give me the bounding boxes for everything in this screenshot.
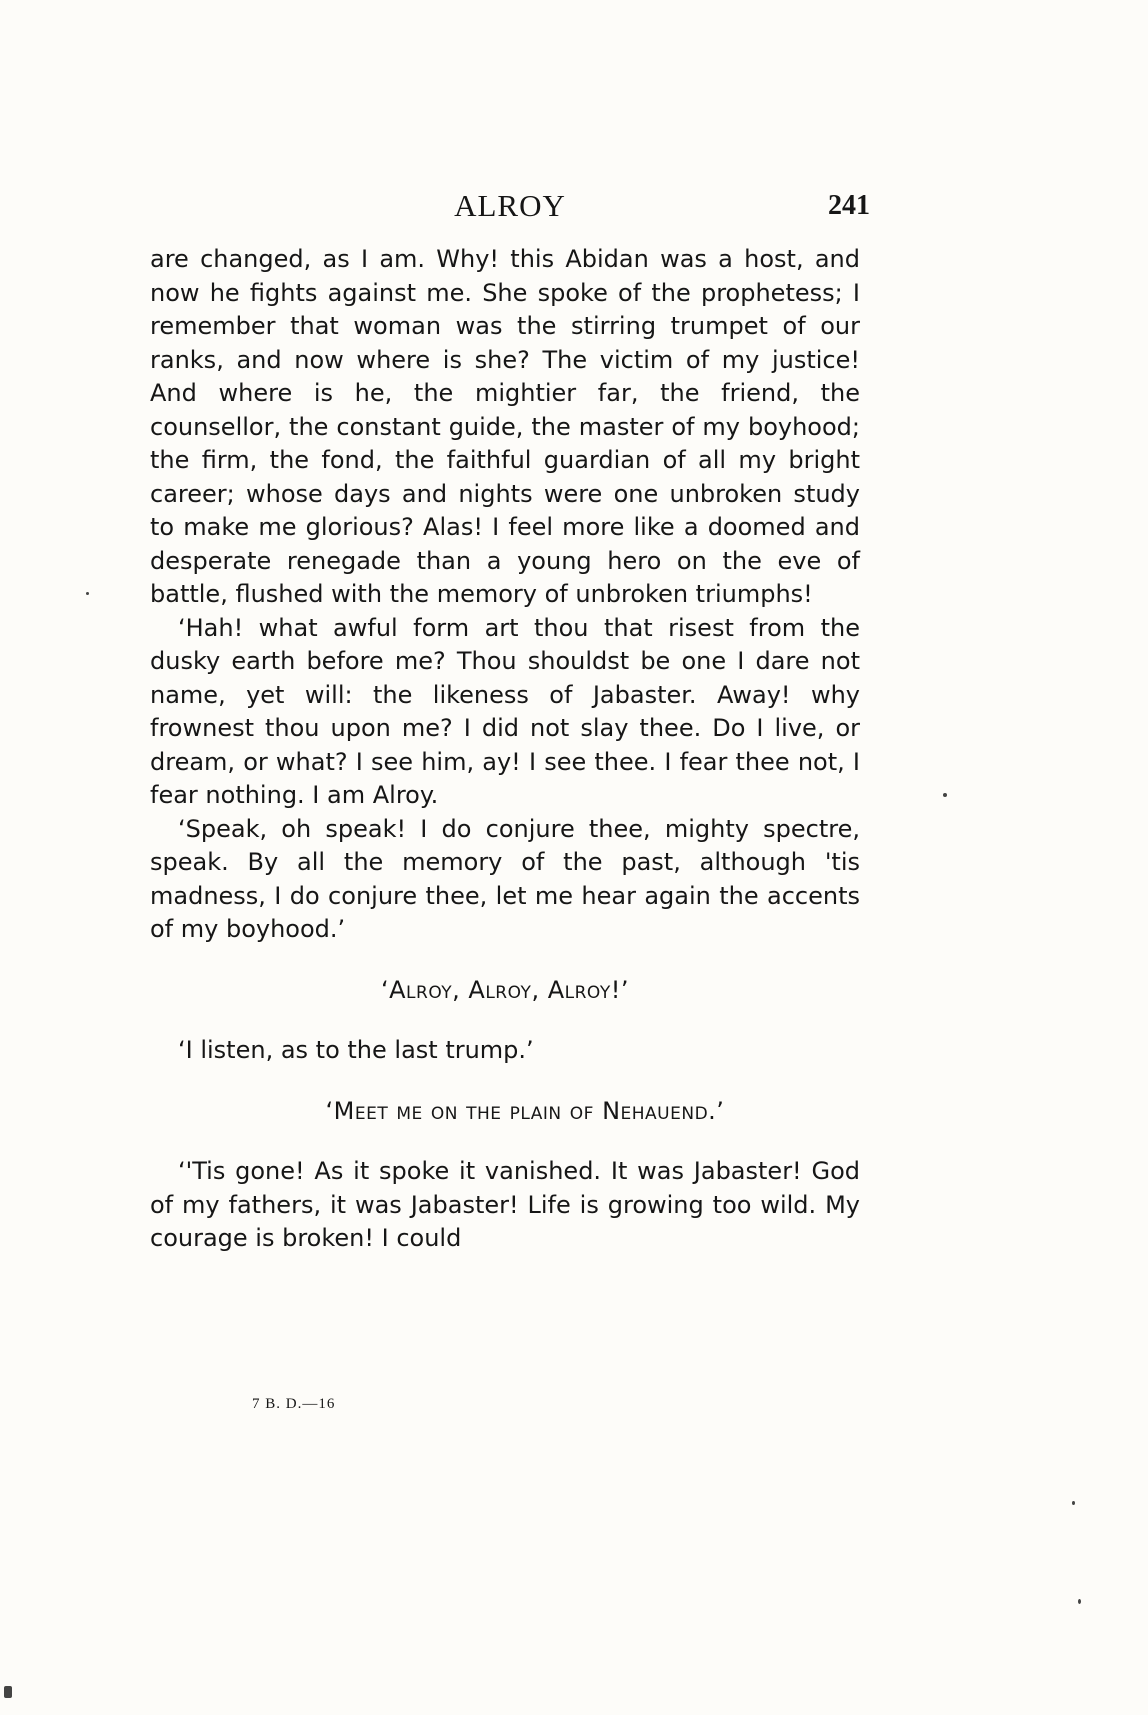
- running-head: [150, 188, 870, 228]
- paper-speck: [86, 592, 89, 595]
- spectre-voice-line: ‘Alroy, Alroy, Alroy!’: [380, 975, 629, 1004]
- body-text: [150, 243, 860, 1256]
- signature-mark: 7 B. D.—16: [252, 1396, 336, 1412]
- page-number: 241: [828, 190, 870, 221]
- paper-speck: [4, 1686, 12, 1698]
- paragraph-conjure: ‘Speak, oh speak! I do conjure thee, mighty spectre, speak. By all the memory of the past, although 'tis madness, I do conjure thee, let me hear again the accents of my boyhood.’: [150, 814, 860, 943]
- paper-speck: [1072, 1501, 1075, 1505]
- paper-speck: [943, 793, 947, 797]
- paragraph-listen: ‘I listen, as to the last trump.’: [178, 1036, 534, 1064]
- paper-speck: [1078, 1599, 1081, 1604]
- paragraph-apparition: ‘Hah! what awful form art thou that risest from the dusky earth before me? Thou shouldst be one I dare not name, yet will: the likeness of Jabaster. Away! why frownest thou upon me? I did not slay thee. Do I live, or dream, or what? I see him, ay! I see thee. I fear thee not, I fear nothing. I am Alroy.: [150, 613, 860, 809]
- running-title: ALROY: [454, 188, 566, 223]
- spectre-command-line: ‘Meet me on the plain of Nehauend.’: [325, 1096, 725, 1125]
- paragraph-continuation: are changed, as I am. Why! this Abidan was a host, and now he fights against me. She spoke of the prophetess; I remember that woman was the stirring trumpet of our ranks, and now where is she? The victim of my justice! And where is he, the mightier far, the friend, the counsellor, the constant guide, the master of my boyhood; the firm, the fond, the faithful guardian of all my bright career; whose days and nights were one unbroken study to make me glorious? Alas! I feel more like a doomed and desperate renegade than a young hero on the eve of battle, flushed with the memory of unbroken triumphs!: [150, 245, 860, 608]
- paragraph-vanished: ‘'Tis gone! As it spoke it vanished. It was Jabaster! God of my fathers, it was Jabaster! Life is growing too wild. My courage is broken! I could: [150, 1157, 860, 1252]
